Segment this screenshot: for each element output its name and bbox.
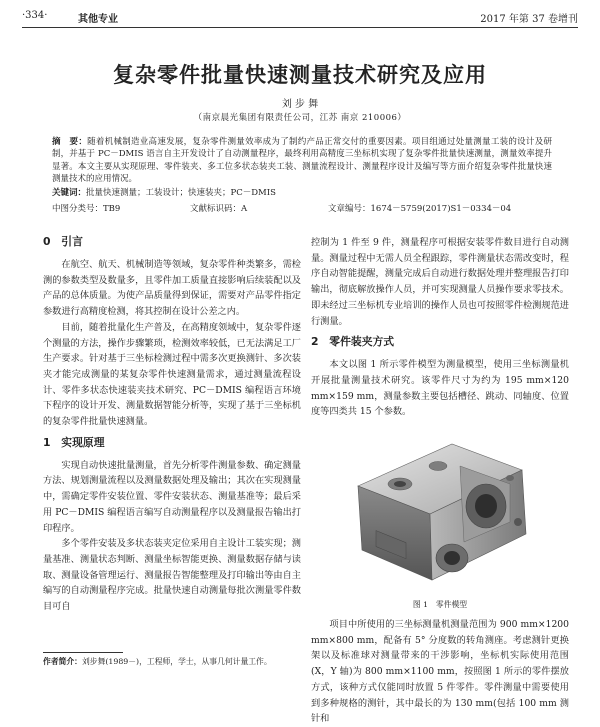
figure-caption: 图 1 零件模型 [412, 600, 468, 610]
author-footnote [43, 656, 301, 668]
classification-line [52, 202, 552, 214]
keywords-label: 关键词： [52, 188, 87, 198]
paragraph: 多个零件安装及多状态装夹定位采用自主设计工装实现；测量基准、测量状态判断、测量坐标智能更换、测量数据存储与读取、测量设备管理运行、测量报告智能整理及打印输出等由自主编写的自动测量程序完成。批量快速自动测量每批次测量零件数目可自 [43, 538, 301, 613]
keywords [52, 186, 552, 198]
paragraph: 项目中所使用的三坐标测量机测量范围为 900 mm×1200 mm×800 mm，配备有 5° 分度数的转角测座。考虑测针更换架以及标准球对测量带来的干涉影响，坐标机实际使用范围(X，Y 轴)为 800 mm×1100 mm，按照图 1 所示的零件摆放方式，该种方式仅能同时放置 5 件零件。零件测量中需要使用到多种规格的测针，其中最长的为 130 mm(包括 100 mm 测针和 [311, 619, 569, 725]
paragraph: 在航空、航天、机械制造等领域，复杂零件种类繁多，需检测的参数类型及数量多，且零件加工质量直接影响后续装配以及产品的总体质量。为使产品质量得到保证，需要对产品零件指定参数进行高精度检测，将其控制在设计公差之内。 [43, 259, 301, 318]
abstract-text: 随着机械制造业高速发展，复杂零件测量效率成为了制约产品正常交付的重要因素。项目组通过处量测量工装的设计及研制，并基于 PC－DMIS 语言自主开发设计了自动测量程序，最终利用高精度三坐标机实现了复杂零件批量快速测量，测量效率提升显著。本文主要从实现原理、零件装夹、多工位多状态装夹工装、测量流程设计、测量程序设计及编写等方面介绍复杂零件批量快速测量技术的应用情况。 [52, 137, 552, 184]
right-column [311, 235, 569, 727]
part-model-figure [340, 426, 544, 594]
author: 刘 步 舞 [281, 99, 319, 110]
section-heading-principle: 1 实现原理 [43, 435, 105, 449]
section-label: 其他专业 [78, 14, 118, 25]
paper-title: 复杂零件批量快速测量技术研究及应用 [113, 63, 487, 87]
part-model-image [340, 426, 544, 594]
footnote-label: 作者简介： [43, 657, 82, 666]
paragraph: 控制为 1 件至 9 件，测量程序可根据安装零件数目进行自动测量。测量过程中无需人员全程跟踪，零件测量状态需改变时，程序自动智能提醒，测量完成后自动进行数据处理并整理报告打印输出，彻底解放操作人员，并可实现测量人员操作要求零技术。即未经过三坐标机专业培训的操作人员也可按照零件检测规范进行测量。 [311, 237, 569, 327]
footnote-text: 刘步舞(1989－)，工程师，学士，从事几何计量工作。 [81, 657, 272, 666]
section-heading-clamping: 2 零件装夹方式 [311, 335, 395, 349]
journal-issue: 2017 年第 37 卷增刊 [480, 14, 578, 25]
footnote-rule [43, 652, 123, 653]
clc-number: 中图分类号：TB9 [52, 204, 121, 214]
paragraph: 本文以图 1 所示零件模型为测量模型，使用三坐标测量机开展批量测量技术研究。该零件尺寸为约为 195 mm×120 mm×159 mm，测量参数主要包括槽径、跳动、同轴度、位置度等四类共 15 个参数。 [311, 359, 569, 418]
page-header [22, 10, 578, 26]
paragraph: 实现自动快速批量测量，首先分析零件测量参数、确定测量方法、规划测量流程以及测量数据处理及输出；其次在实现测量中，需确定零件安装位置、零件安装状态、测量基准等；最后采用 PC－DMIS 编程语言编写自动测量程序以及测量报告输出打印程序。 [43, 459, 301, 534]
left-column [43, 235, 301, 615]
page-number: ·334· [22, 10, 48, 21]
keywords-text: 批量快速测量；工装设计；快速装夹；PC－DMIS [86, 188, 276, 198]
header-rule [22, 27, 578, 28]
abstract-label: 摘 要： [52, 137, 88, 147]
article-number: 文章编号：1674－5759(2017)S1－0334－04 [328, 204, 512, 214]
section-heading-intro: 0 引言 [43, 235, 83, 248]
affiliation: （南京晨光集团有限责任公司，江苏 南京 210006） [193, 113, 407, 123]
abstract [52, 136, 552, 185]
paragraph: 目前，随着批量化生产普及，在高精度领域中，复杂零件逐个测量的方法，操作步骤繁琐，检测效率较低，已无法满足工厂生产要求。针对基于三坐标检测过程中需多次更换测针、多次装夹才能完成测量的某复杂零件快速测量需求，通过测量流程设计、零件多状态快速装夹技术研究、PC－DMIS 编程语言环境下程序的设计开发、测量数据智能分析等，实现了基于三坐标机的复杂零件批量快速测量。 [43, 321, 301, 428]
document-code: 文献标识码：A [190, 204, 248, 214]
